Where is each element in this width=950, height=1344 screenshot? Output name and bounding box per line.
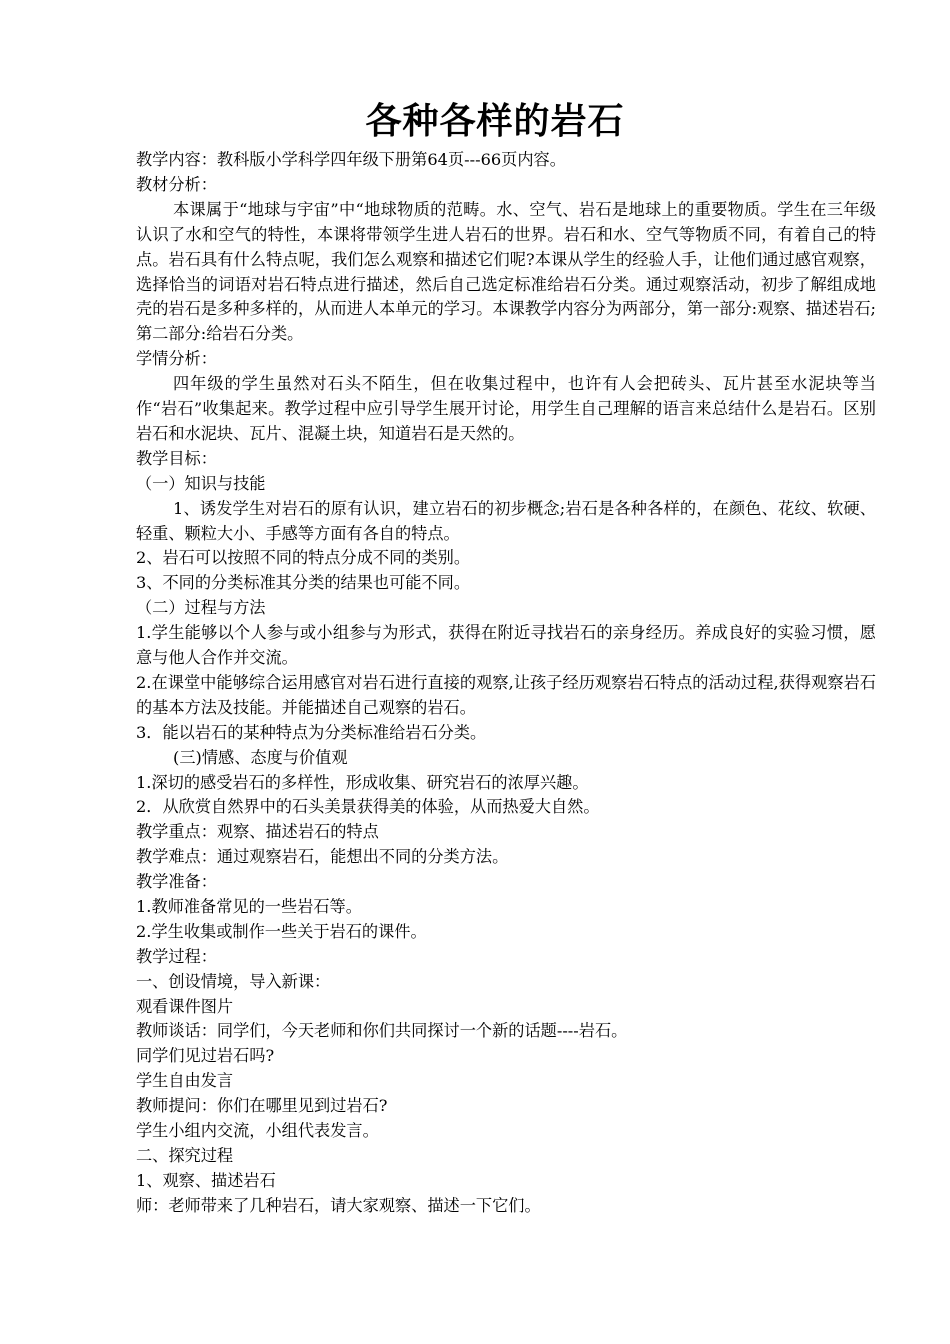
goal-emotion-item-2: 2．从欣赏自然界中的石头美景获得美的体验，从而热爱大自然。 xyxy=(136,797,600,817)
textbook-analysis-paragraph: 本课属于“地球与宇宙”中“地球物质的范畴。水、空气、岩石是地球上的重要物质。学生在三年级认识了水和空气的特性，本课将带领学生进人岩石的世界。岩石和水、空气等物质不同，有着自己的特点。岩石具有什么特点呢，我们怎么观察和描述它们呢?本课从学生的经验人手，让他们通过感官观察，选择恰当的词语对岩石特点进行描述，然后自己选定标准给岩石分类。通过观察活动，初步了解组成地壳的岩石是多种多样的，从而进人本单元的学习。本课教学内容分为两部分，第一部分:观察、描述岩石;第二部分:给岩石分类。 xyxy=(136,199,876,344)
preparation-item-1: 1.教师准备常见的一些岩石等。 xyxy=(136,896,362,916)
process-line-6: 学生小组内交流，小组代表发言。 xyxy=(136,1120,379,1140)
teaching-goals-heading: 教学目标： xyxy=(136,448,217,468)
document-body xyxy=(136,148,876,1219)
process-line-3: 同学们见过岩石吗? xyxy=(136,1046,275,1066)
teaching-process-heading: 教学过程： xyxy=(136,946,217,966)
textbook-analysis-heading: 教材分析： xyxy=(136,174,217,194)
goal-knowledge-heading: （一）知识与技能 xyxy=(136,473,266,493)
goal-process-item-3: 3．能以岩石的某种特点为分类标准给岩石分类。 xyxy=(136,722,487,742)
process-subsection-1: 1、观察、描述岩石 xyxy=(136,1170,276,1190)
process-section-1: 一、创设情境，导入新课： xyxy=(136,971,331,991)
process-line-1: 观看课件图片 xyxy=(136,996,234,1016)
student-analysis-heading: 学情分析： xyxy=(136,349,217,369)
teaching-key-point: 教学重点：观察、描述岩石的特点 xyxy=(136,822,379,842)
process-section-2: 二、探究过程 xyxy=(136,1145,234,1165)
goal-knowledge-item-2: 2、岩石可以按照不同的特点分成不同的类别。 xyxy=(136,548,471,568)
teaching-difficulty: 教学难点：通过观察岩石，能想出不同的分类方法。 xyxy=(136,847,509,867)
goal-process-heading: （二）过程与方法 xyxy=(136,598,266,618)
goal-process-item-2: 2.在课堂中能够综合运用感官对岩石进行直接的观察,让孩子经历观察岩石特点的活动过程,获得观察岩石的基本方法及技能。并能描述自己观察的岩石。 xyxy=(136,672,876,717)
goal-knowledge-item-3: 3、不同的分类标准其分类的结果也可能不同。 xyxy=(136,573,471,593)
goal-process-item-1: 1.学生能够以个人参与或小组参与为形式，获得在附近寻找岩石的亲身经历。养成良好的实验习惯，愿意与他人合作并交流。 xyxy=(136,623,876,667)
student-analysis-paragraph: 四年级的学生虽然对石头不陌生，但在收集过程中，也许有人会把砖头、瓦片甚至水泥块等当作“岩石”收集起来。教学过程中应引导学生展开讨论，用学生自己理解的语言来总结什么是岩石。区别岩石和水泥块、瓦片、混凝土块，知道岩石是天然的。 xyxy=(136,374,876,443)
goal-emotion-item-1: 1.深切的感受岩石的多样性，形成收集、研究岩石的浓厚兴趣。 xyxy=(136,772,589,792)
teaching-preparation-heading: 教学准备： xyxy=(136,872,217,892)
process-line-5: 教师提问：你们在哪里见到过岩石? xyxy=(136,1096,388,1116)
process-line-2: 教师谈话：同学们，今天老师和你们共同探讨一个新的话题----岩石。 xyxy=(136,1021,628,1041)
goal-knowledge-item-1: 1、诱发学生对岩石的原有认识，建立岩石的初步概念;岩石是各种各样的，在颜色、花纹、软硬、轻重、颗粒大小、手感等方面有各自的特点。 xyxy=(136,498,876,543)
process-line-4: 学生自由发言 xyxy=(136,1071,234,1091)
page-title: 各种各样的岩石 xyxy=(365,101,625,142)
teaching-content: 教学内容：教科版小学科学四年级下册第64页---66页内容。 xyxy=(136,150,566,169)
process-line-7: 师：老师带来了几种岩石，请大家观察、描述一下它们。 xyxy=(136,1195,541,1215)
preparation-item-2: 2.学生收集或制作一些关于岩石的课件。 xyxy=(136,921,427,941)
goal-emotion-heading: (三)情感、态度与价值观 xyxy=(173,747,348,767)
